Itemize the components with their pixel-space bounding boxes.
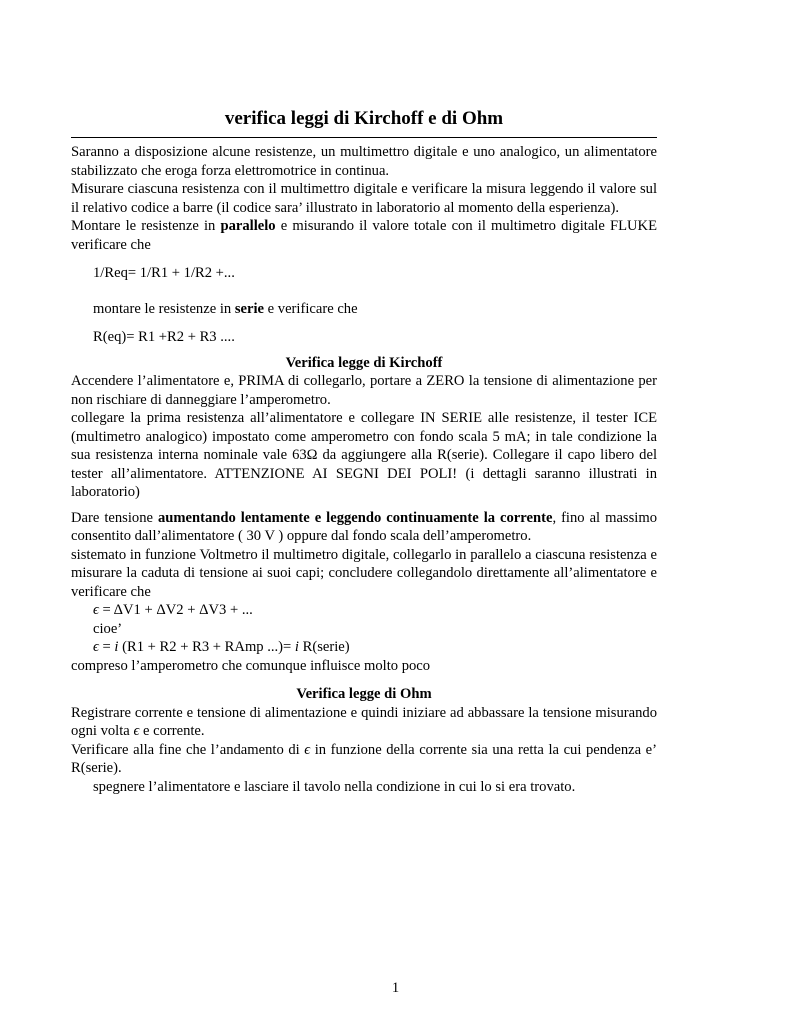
kirchoff-p3-post: , fino al massimo consentito dall’alimentatore ( 30 V ) oppure dal fondo scala dell’amperometro. xyxy=(71,509,657,544)
serie-bold: serie xyxy=(234,300,264,317)
kirchoff-paragraph-1: Accendere l’alimentatore e, PRIMA di collegarlo, portare a ZERO la tensione di alimentazione per non rischiare di danneggiare l’amperometro. xyxy=(71,373,657,408)
ohm-p1-pre: Registrare corrente e tensione di alimentazione e quindi iniziare ad abbassare la tensione misurando ogni volta xyxy=(71,704,657,739)
epsilon-symbol: ϵ xyxy=(93,639,99,655)
intro-p3-pre: Montare le resistenze in xyxy=(71,218,221,234)
equation-ohm-end: R(serie) xyxy=(298,639,350,655)
ohm-p1-post: e corrente. xyxy=(139,723,205,739)
intro-p4-pre: montare le resistenze in xyxy=(93,300,235,317)
equation-kirchoff xyxy=(71,601,657,620)
intro-p3-post: e misurando il valore totale con il multimetro digitale FLUKE verificare che xyxy=(71,218,658,253)
intro-paragraph-3 xyxy=(71,217,657,254)
page-number: 1 xyxy=(391,980,400,996)
equation-series: R(eq)= R1 +R2 + R3 .... xyxy=(93,329,235,345)
equation-parallel: 1/Req= 1/R1 + 1/R2 +... xyxy=(93,265,235,281)
intro-paragraph-4 xyxy=(71,300,657,319)
kirchoff-p3-pre: Dare tensione xyxy=(71,509,158,526)
equation-ohm-rest: (R1 + R2 + R3 + RAmp ...)= xyxy=(118,639,295,655)
kirchoff-paragraph-4: sistemato in funzione Voltmetro il multimetro digitale, collegarlo in parallelo a ciascuna resistenza e misurare la caduta di tensione ai suoi capi; concludere collegandolo direttamente all’alimentatore e verificare che xyxy=(71,546,657,600)
equation-ohm-mid: = xyxy=(98,639,115,655)
kirchoff-paragraph-5: compreso l’amperometro che comunque influisce molto poco xyxy=(71,657,431,674)
section-heading-kirchoff: Verifica legge di Kirchoff xyxy=(285,354,443,371)
section-heading-ohm: Verifica legge di Ohm xyxy=(296,686,432,702)
current-symbol: i xyxy=(114,639,119,655)
current-symbol: i xyxy=(294,639,299,655)
equation-ohm-series xyxy=(71,638,657,657)
ohm-p2-post: in funzione della corrente sia una retta la cui pendenza e’ R(serie). xyxy=(71,741,657,776)
intro-p4-post: e verificare che xyxy=(264,300,358,317)
ohm-paragraph-1 xyxy=(71,704,657,741)
kirchoff-paragraph-3 xyxy=(71,509,657,546)
ohm-paragraph-2 xyxy=(71,741,657,778)
ohm-paragraph-3: spegnere l’alimentatore e lasciare il tavolo nella condizione in cui lo si era trovato. xyxy=(93,778,576,795)
document-body xyxy=(71,143,657,796)
intro-paragraph-1: Saranno a disposizione alcune resistenze, un multimettro digitale e uno analogico, un alimentatore stabilizzato che eroga forza elettromotrice in continua. xyxy=(71,144,657,179)
kirchoff-p3-bold: aumentando lentamente e leggendo continuamente la corrente xyxy=(157,509,553,526)
cioe-text: cioe’ xyxy=(93,620,123,637)
epsilon-symbol: ϵ xyxy=(93,602,99,618)
epsilon-symbol: ϵ xyxy=(304,741,311,758)
page-title: verifica leggi di Kirchoff e di Ohm xyxy=(224,108,504,129)
intro-paragraph-2: Misurare ciascuna resistenza con il multimettro digitale e verificare la misura leggendo il valore sul il relativo codice a barre (il codice sara’ illustrato in laboratorio al momento della esperienza). xyxy=(71,181,657,216)
equation-kirchoff-rest: = ΔV1 + ΔV2 + ΔV3 + ... xyxy=(98,602,253,618)
title-rule xyxy=(71,137,657,138)
epsilon-symbol: ϵ xyxy=(133,723,140,739)
ohm-p2-pre: Verificare alla fine che l’andamento di xyxy=(71,741,305,758)
kirchoff-paragraph-2: collegare la prima resistenza all’alimentatore e collegare IN SERIE alle resistenze, il tester ICE (multimetro analogico) impostato come amperometro con fondo scala 5 mA; in tale condizione la sua resistenza interna nominale vale 63Ω da aggiungere alla R(serie). Collegare il capo libero del tester all’alimentatore. ATTENZIONE AI SEGNI DEI POLI! (i dettagli saranno illustrati in laboratorio) xyxy=(71,410,657,500)
parallelo-bold: parallelo xyxy=(220,218,276,234)
